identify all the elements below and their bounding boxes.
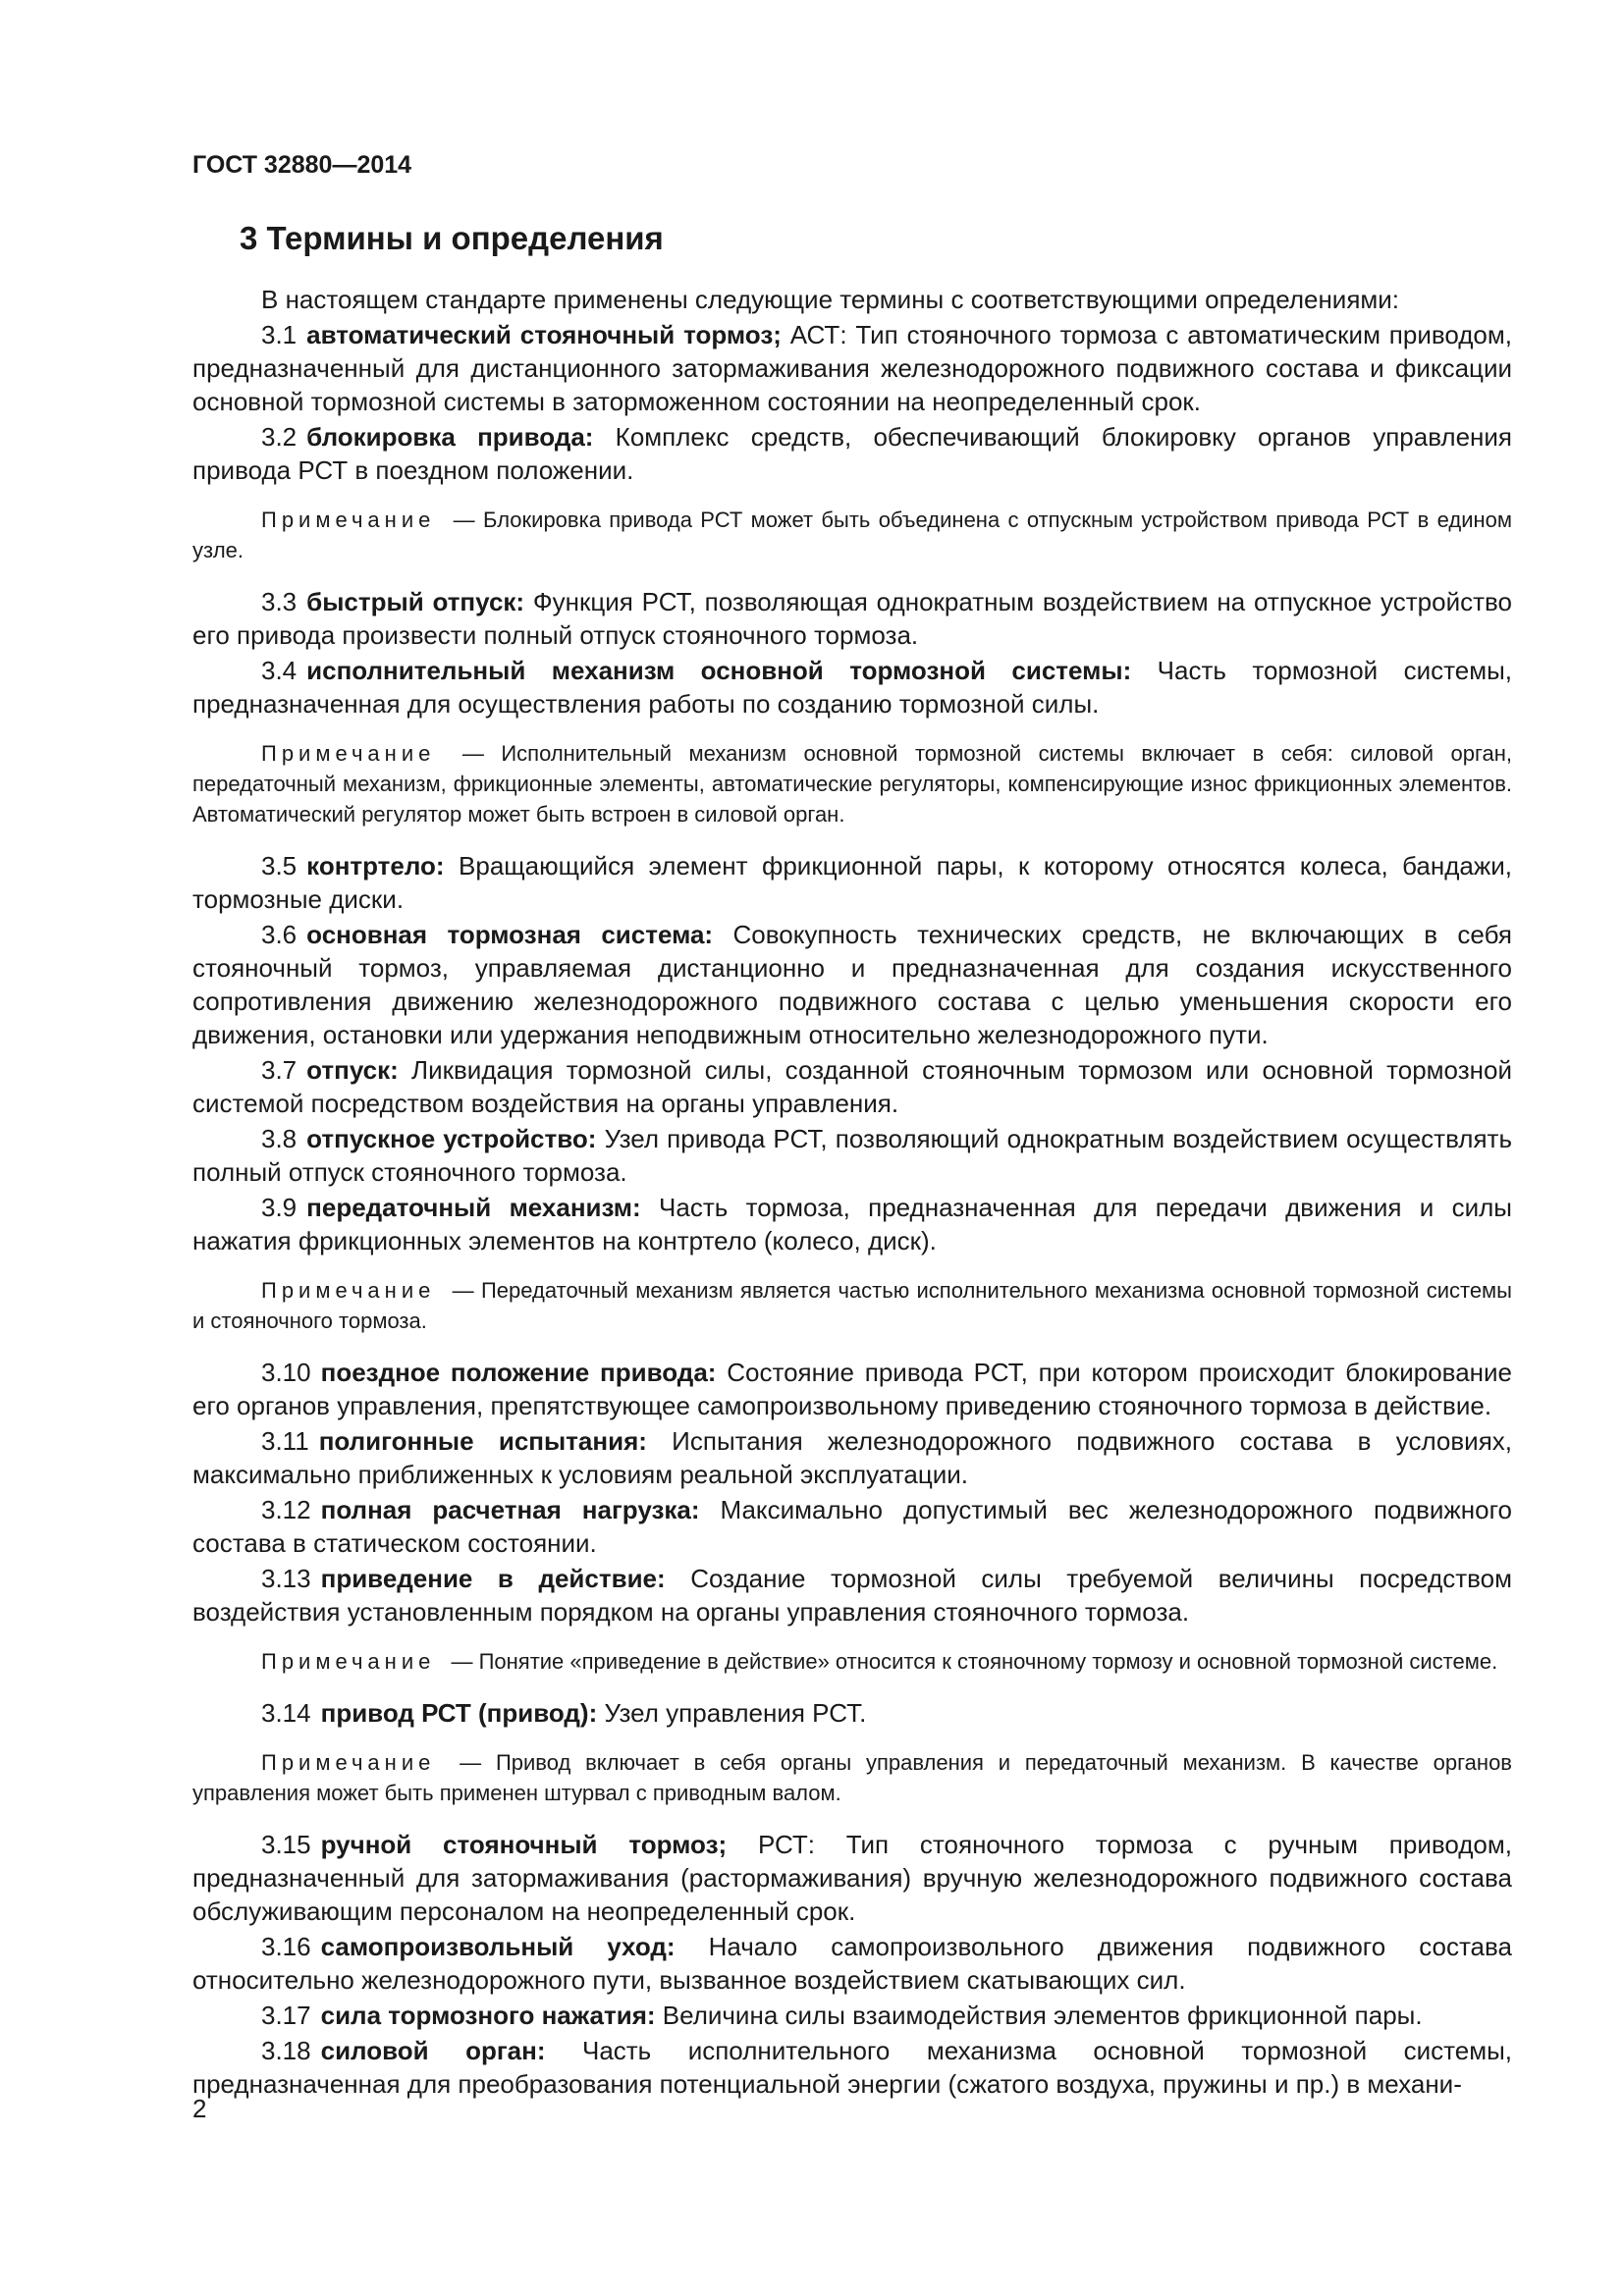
- term-name: ручной стояночный тормоз;: [320, 1830, 728, 1859]
- term-name: полигонные испытания:: [318, 1426, 647, 1456]
- term-name: приведение в действие:: [320, 1564, 666, 1593]
- term-number: 3.8: [261, 1124, 298, 1153]
- term-name: основная тормозная система:: [306, 920, 714, 949]
- term-number: 3.11: [261, 1426, 309, 1456]
- note-label: Примечание: [261, 1750, 436, 1775]
- note: [192, 505, 1512, 565]
- term-number: 3.5: [261, 851, 298, 881]
- term-definition: Часть тормоза, предназначенная для передачи движения и силы нажатия фрикционных элементов на контртело (колесо, диск).: [192, 1193, 1512, 1255]
- term-entry: [192, 420, 1512, 487]
- document-header: ГОСТ 32880—2014: [192, 151, 412, 179]
- terms-content: [192, 283, 1512, 2103]
- term-entry: [192, 1053, 1512, 1120]
- term-number: 3.1: [261, 320, 298, 349]
- term-number: 3.17: [261, 2001, 311, 2030]
- term-name: силовой орган:: [320, 2036, 546, 2065]
- note-text: Передаточный механизм является частью исполнительного механизма основной тормозной системы и стояночного тормоза.: [192, 1278, 1512, 1333]
- term-number: 3.13: [261, 1564, 311, 1593]
- term-entry: [192, 1930, 1512, 1997]
- term-entry: [192, 918, 1512, 1051]
- term-definition: Величина силы взаимодействия элементов фрикционной пары.: [655, 2001, 1423, 2030]
- term-name: сила тормозного нажатия:: [320, 2001, 656, 2030]
- term-definition: Вращающийся элемент фрикционной пары, к которому относятся колеса, бандажи, тормозные диски.: [192, 851, 1512, 914]
- note-text: Понятие «приведение в действие» относится к стояночному тормозу и основной тормозной системе.: [478, 1649, 1498, 1674]
- term-definition: Испытания железнодорожного подвижного состава в условиях, максимально приближенных к условиям реальной эксплуатации.: [192, 1426, 1513, 1489]
- term-definition: АСТ: Тип стояночного тормоза с автоматическим приводом, предназначенный для дистанционного затормаживания железнодорожного подвижного состава и фиксации основной тормозной системы в заторможенном состоянии на неопределенный срок.: [192, 320, 1512, 416]
- page-number: 2: [192, 2094, 207, 2123]
- term-definition: Комплекс средств, обеспечивающий блокировку органов управления привода РСТ в поездном положении.: [192, 422, 1513, 485]
- note-dash: —: [445, 1649, 479, 1674]
- term-entry: [192, 1999, 1512, 2032]
- term-number: 3.15: [261, 1830, 311, 1859]
- term-name: самопроизвольный уход:: [320, 1932, 676, 1961]
- term-entry: [192, 1122, 1512, 1189]
- term-definition: Узел управления РСТ.: [597, 1698, 867, 1728]
- term-entry: [192, 1696, 1512, 1730]
- term-name: отпускное устройство:: [306, 1124, 597, 1153]
- term-definition: Совокупность технических средств, не включающих в себя стояночный тормоз, управляемая дистанционно и предназначенная для создания искусственного сопротивления движению железнодорожного подвижного состава с целью уменьшения скорости его движения, остановки или удержания неподвижным относительно железнодорожного пути.: [192, 920, 1512, 1049]
- term-entry: [192, 1356, 1512, 1422]
- note-text: Исполнительный механизм основной тормозной системы включает в себя: силовой орган, передаточный механизм, фрикционные элементы, автоматические регуляторы, компенсирующие износ фрикционных элементов. Автоматический регулятор может быть встроен в силовой орган.: [192, 741, 1512, 827]
- note-label: Примечание: [261, 1278, 436, 1303]
- note: [192, 1747, 1512, 1808]
- note-dash: —: [445, 741, 502, 766]
- note-dash: —: [445, 1278, 481, 1303]
- term-definition: РСТ: Тип стояночного тормоза с ручным приводом, предназначенный для затормаживания (растормаживания) вручную железнодорожного подвижного состава обслуживающим персоналом на неопределенный срок.: [192, 1830, 1512, 1926]
- note-text: Привод включает в себя органы управления и передаточный механизм. В качестве органов управления может быть применен штурвал с приводным валом.: [192, 1750, 1512, 1805]
- section-title: 3 Термины и определения: [240, 220, 664, 256]
- note-dash: —: [445, 1750, 496, 1775]
- note-dash: —: [445, 507, 484, 532]
- term-number: 3.4: [261, 656, 298, 685]
- term-number: 3.12: [261, 1495, 311, 1524]
- term-number: 3.7: [261, 1055, 298, 1085]
- note: [192, 738, 1512, 829]
- term-definition: Состояние привода РСТ, при котором происходит блокирование его органов управления, препятствующее самопроизвольному приведению стояночного тормоза в действие.: [192, 1358, 1512, 1420]
- term-name: привод РСТ (привод):: [320, 1698, 598, 1728]
- term-number: 3.6: [261, 920, 298, 949]
- term-definition: Узел привода РСТ, позволяющий однократным воздействием осуществлять полный отпуск стояночного тормоза.: [192, 1124, 1512, 1187]
- term-definition: Функция РСТ, позволяющая однократным воздействием на отпускное устройство его привода произвести полный отпуск стояночного тормоза.: [192, 587, 1512, 650]
- term-number: 3.2: [261, 422, 298, 452]
- term-entry: [192, 2034, 1512, 2101]
- term-entry: [192, 585, 1512, 652]
- term-definition: Часть тормозной системы, предназначенная для осуществления работы по созданию тормозной силы.: [192, 656, 1512, 719]
- term-name: поездное положение привода:: [320, 1358, 717, 1387]
- term-definition: Максимально допустимый вес железнодорожного подвижного состава в статическом состоянии.: [192, 1495, 1512, 1558]
- term-name: автоматический стояночный тормоз;: [306, 320, 782, 349]
- term-number: 3.14: [261, 1698, 311, 1728]
- term-definition: Начало самопроизвольного движения подвижного состава относительно железнодорожного пути, вызванное воздействием скатывающих сил.: [192, 1932, 1513, 1995]
- intro-paragraph: В настоящем стандарте применены следующие термины с соответствующими определениями:: [261, 285, 1400, 314]
- term-definition: Ликвидация тормозной силы, созданной стояночным тормозом или основной тормозной системой посредством воздействия на органы управления.: [192, 1055, 1512, 1118]
- note: [192, 1646, 1512, 1677]
- term-entry: [192, 654, 1512, 721]
- term-name: быстрый отпуск:: [306, 587, 525, 616]
- term-entry: [192, 1424, 1512, 1491]
- term-entry: [192, 1191, 1512, 1257]
- note-label: Примечание: [261, 507, 436, 532]
- term-definition: Часть исполнительного механизма основной тормозной системы, предназначенная для преобразования потенциальной энергии (сжатого воздуха, пружины и пр.) в механи-: [192, 2036, 1512, 2099]
- term-entry: [192, 1562, 1512, 1629]
- term-name: исполнительный механизм основной тормозной системы:: [306, 656, 1132, 685]
- term-entry: [192, 1828, 1512, 1928]
- term-entry: [192, 318, 1512, 418]
- term-entry: [192, 1493, 1512, 1560]
- term-number: 3.18: [261, 2036, 311, 2065]
- term-name: отпуск:: [306, 1055, 399, 1085]
- term-number: 3.3: [261, 587, 298, 616]
- term-entry: [192, 849, 1512, 916]
- term-definition: Создание тормозной силы требуемой величины посредством воздействия установленным порядком на органы управления стояночного тормоза.: [192, 1564, 1512, 1627]
- term-number: 3.9: [261, 1193, 298, 1222]
- note: [192, 1275, 1512, 1336]
- term-name: блокировка привода:: [306, 422, 594, 452]
- term-name: передаточный механизм:: [306, 1193, 641, 1222]
- term-name: полная расчетная нагрузка:: [320, 1495, 700, 1524]
- term-name: контртело:: [306, 851, 445, 881]
- note-text: Блокировка привода РСТ может быть объединена с отпускным устройством привода РСТ в едином узле.: [192, 507, 1512, 562]
- note-label: Примечание: [261, 1649, 436, 1674]
- note-label: Примечание: [261, 741, 436, 766]
- term-number: 3.16: [261, 1932, 311, 1961]
- term-number: 3.10: [261, 1358, 311, 1387]
